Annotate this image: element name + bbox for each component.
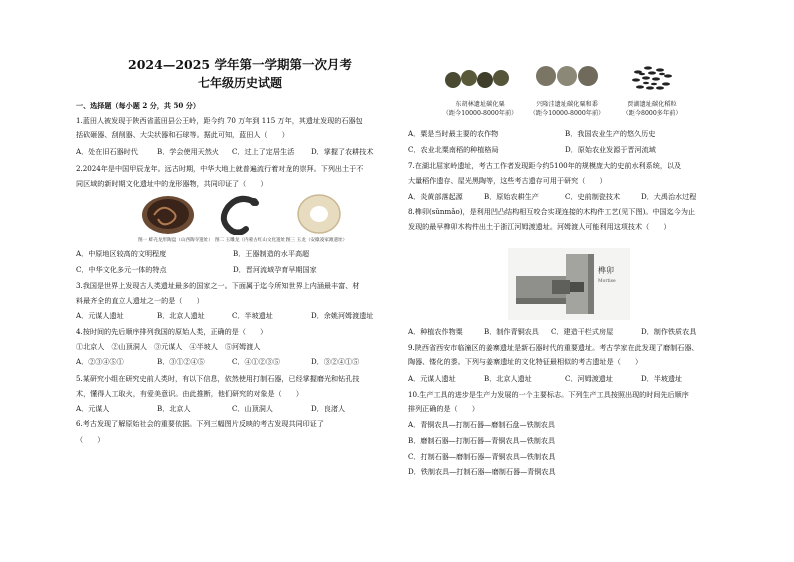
q8-option-b: B．制作青铜农具 xyxy=(484,327,539,336)
q4-option-c: C．④①②③⑤ xyxy=(232,357,280,366)
q1-option-c: C．过上了定居生活 xyxy=(232,147,295,156)
q5-option-d: D．良渚人 xyxy=(311,404,346,413)
q7-option-d: D．大禹治水过程 xyxy=(641,192,697,201)
q9-stem-1: 9.陕西省西安市临潼区的姜寨遗址是新石器时代的重要遗址。考古学家在此发现了磨制石器、 xyxy=(408,343,699,352)
carbonized-millet-image-1 xyxy=(444,66,510,92)
q4-option-a: A．②③④⑤① xyxy=(76,357,124,366)
q6-option-c: C．农业北粟南稻的种植格局 xyxy=(408,145,499,154)
q8-stem-1: 8.榫卯(sǔnmǎo)，是利用凹凸结构相互咬合实现连接的木构件工艺(见下图)。中国迄今为止 xyxy=(408,207,696,216)
q4-items: ①北京人 ②山顶洞人 ③元谋人 ④半坡人 ⑤河姆渡人 xyxy=(76,342,261,351)
q10-stem-2: 排列正确的是（ ） xyxy=(408,404,479,413)
q5-stem-1: 5.某研究小组在研究史前人类时，有以下信息，依然使用打制石器，已经掌握磨光和钻孔技 xyxy=(76,374,360,383)
q5-option-b: B．北京人 xyxy=(157,404,191,413)
q10-option-b: B．磨制石器—打制石器—青铜农具—铁制农具 xyxy=(408,436,556,445)
q4-option-b: B．③①②④⑤ xyxy=(157,357,205,366)
q6-option-a: A．粟是当时最主要的农作物 xyxy=(408,129,499,138)
dragon-plate-image xyxy=(140,193,196,235)
q3-option-a: A．元谋人遗址 xyxy=(76,311,124,320)
q3-stem-2: 料最齐全的直立人遗址之一的是（ ） xyxy=(76,296,204,305)
q10-option-c: C．打制石器—磨制石器—青铜农具—铁制农具 xyxy=(408,452,556,461)
q2-caption-3: 图三 玉龙（安徽凌家滩遗址） xyxy=(286,238,348,243)
q2-caption-1: 图一 蚌壳龙形陶盘（山西陶寺遗址） xyxy=(138,238,213,243)
carbonized-millet-image-2 xyxy=(535,60,601,92)
q1-option-b: B．学会使用天然火 xyxy=(157,147,219,156)
q6-caption-1: 东胡林遗址碳化粟 xyxy=(455,101,505,108)
q1-option-d: D．掌握了农耕技术 xyxy=(311,147,374,156)
q8-option-d: D．制作铁质农具 xyxy=(641,327,697,336)
mortise-sublabel: Mortise xyxy=(598,279,616,284)
q6-caption-1-date: （距今10000-8000年前） xyxy=(442,110,518,117)
carbonized-rice-image xyxy=(626,60,678,98)
q9-stem-2: 陶器、镂化的黍。下列与姜寨遗址的文化特征最相似的考古遗址是（ ） xyxy=(408,357,643,366)
q4-stem-1: 4.按时间的先后顺序排列我国的原始人类，正确的是（ ） xyxy=(76,327,268,336)
q2-option-d: D．晋河流域孕育早期国家 xyxy=(233,265,317,274)
q10-option-d: D．铁制农具—打制石器—磨制石器—青铜农具 xyxy=(408,467,556,476)
q2-option-c: C．中华文化多元一体的特点 xyxy=(76,265,167,274)
q6-option-b: B．我国农业生产的悠久历史 xyxy=(565,129,656,138)
q4-option-d: D．③②④①⑤ xyxy=(311,357,360,366)
q10-option-a: A．青铜农具—打制石器—磨制石盘—铁制农具 xyxy=(408,420,555,429)
q7-option-a: A．炎黄部落起源 xyxy=(408,192,463,201)
q10-stem-1: 10.生产工具的进步是生产力发展的一个主要标志。下列生产工具按照出现的时间先后顺序 xyxy=(408,390,689,399)
q9-option-d: D．半坡遗址 xyxy=(641,374,683,383)
q3-stem-1: 3.我国是世界上发现古人类遗址最多的国家之一。下面属于迄今所知世界上内涵最丰富、材 xyxy=(76,281,360,290)
q7-stem-1: 7.在湖北屈家岭遗址，考古工作者发现距今约5100年的规模庞大的史前水利系统，以及 xyxy=(408,161,682,170)
mortise-tenon-image xyxy=(508,248,630,320)
exam-subtitle: 七年级历史试题 xyxy=(197,76,282,90)
q1-stem-2: 括砍砸器、刮削器、大尖状器和石球等。据此可知，蓝田人（ ） xyxy=(76,130,289,139)
q8-option-a: A．种植农作物粟 xyxy=(408,327,463,336)
q6-caption-2: 兴隆洼遗址碳化粟和黍 xyxy=(536,101,598,108)
jade-dragon-ring-image xyxy=(294,193,344,235)
q7-stem-2: 大量稻作遗存、屋光黑陶等，这些考古遗存可用于研究（ ） xyxy=(408,176,607,185)
q2-stem-2: 同区域的新时期文化遗址中的龙形器物，共同印证了（ ） xyxy=(76,179,268,188)
q6-caption-3-date: （距今8000多年前） xyxy=(622,110,682,117)
mortise-label: 榫卯 xyxy=(598,266,614,275)
exam-title: 2024—2025 学年第一学期第一次月考 xyxy=(128,57,352,72)
q5-option-a: A．元谋人 xyxy=(76,404,110,413)
q8-stem-2: 发现的最早榫卯木构件出土于浙江河姆渡遗址。河姆渡人可能利用这项技术（ ） xyxy=(408,222,671,231)
q1-stem-1: 1.蓝田人被发现于陕西省蓝田县公王岭，距今约 70 万年到 115 万年，其遗址发现的石器包 xyxy=(76,116,363,125)
q2-option-a: A．中原地区较高的文明程度 xyxy=(76,249,167,258)
section-heading: 一、选择题（每小题 2 分，共 50 分） xyxy=(76,101,200,110)
q6-caption-2-date: （距今10000-8000年前） xyxy=(529,110,605,117)
q1-option-a: A．处在旧石器时代 xyxy=(76,147,138,156)
q5-stem-2: 术，懂得人工取火，有爱美意识。由此推断，他们研究的对象是（ ） xyxy=(76,389,303,398)
q3-option-b: B．北京人遗址 xyxy=(157,311,205,320)
q8-option-c: C．建造干栏式房屋 xyxy=(551,327,614,336)
q2-option-b: B．王器制造的水平高超 xyxy=(233,249,310,258)
q3-option-d: D．余姚河姆渡遗址 xyxy=(311,311,374,320)
q2-stem-1: 2.2024年是中国甲辰龙年。远古时期，中华大地上就普遍流行着对龙的崇拜。下列出土于不 xyxy=(76,164,364,173)
q6-stem-1: 6.考古发现了解原始社会的重要依据。下列三幅图片反映的考古发现共同印证了 xyxy=(76,419,324,428)
jade-dragon-image xyxy=(218,193,268,235)
q6-caption-3: 贾湖遗址碳化稻粒 xyxy=(627,101,677,108)
q2-caption-2: 图二 玉雕龙（内蒙古红山文化遗址） xyxy=(215,238,290,243)
q9-option-b: B．北京人遗址 xyxy=(484,374,532,383)
q7-option-c: C．史前制瓷技术 xyxy=(565,192,621,201)
q9-option-c: C．河姆渡遗址 xyxy=(565,374,613,383)
q9-option-a: A．元谋人遗址 xyxy=(408,374,456,383)
q7-option-b: B．原始农耕生产 xyxy=(484,192,539,201)
q6-stem-2: （ ） xyxy=(76,435,105,444)
q6-option-d: D．原始农业发源于晋河流域 xyxy=(565,145,656,154)
q3-option-c: C．半坡遗址 xyxy=(232,311,273,320)
q5-option-c: C．山顶洞人 xyxy=(232,404,273,413)
